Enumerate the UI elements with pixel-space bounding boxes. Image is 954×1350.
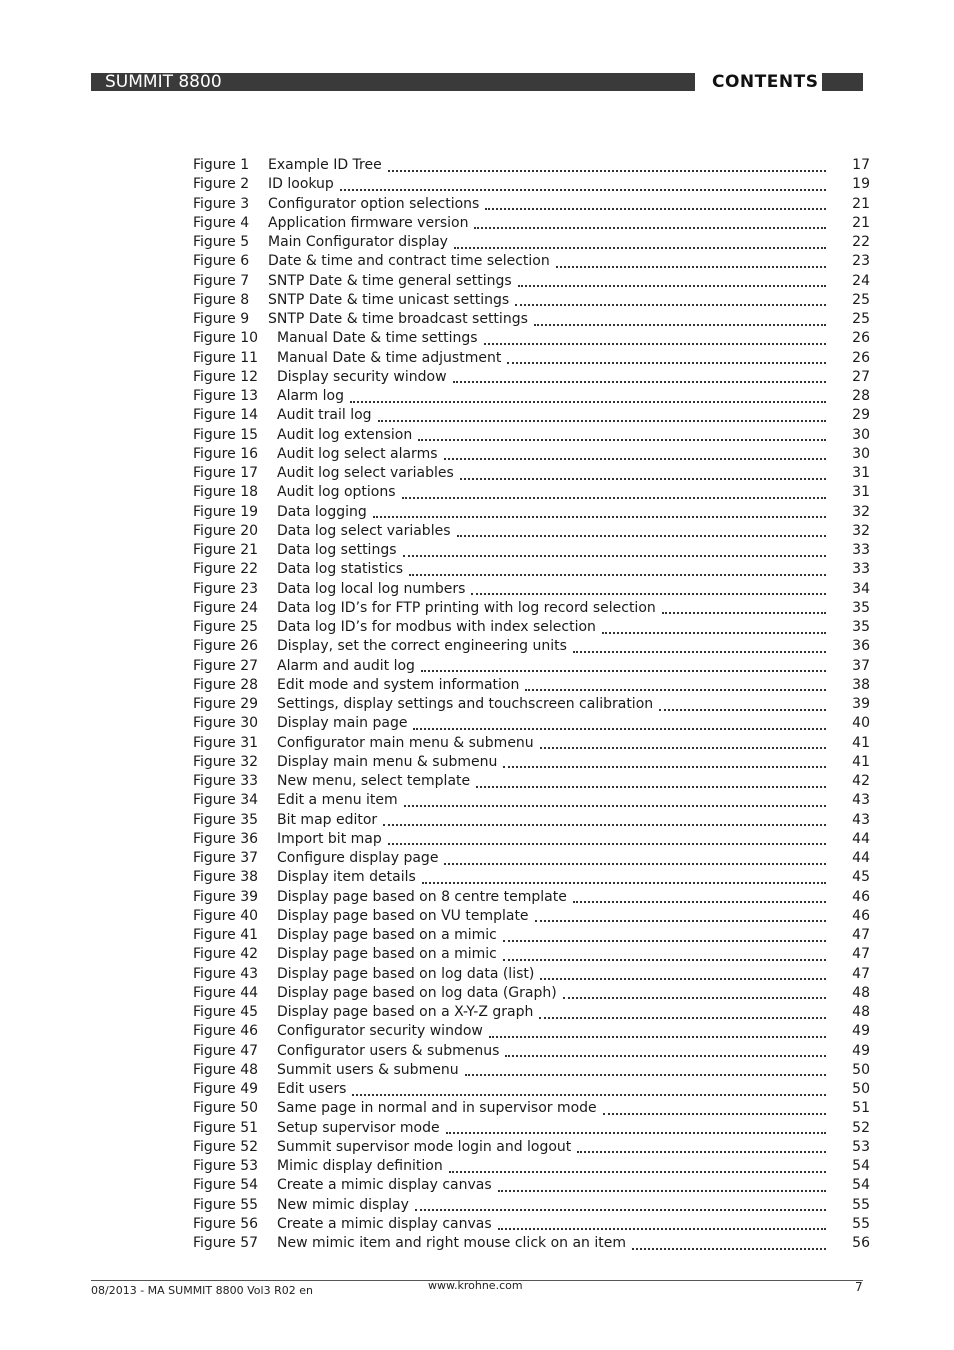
figure-number: Figure 10 — [193, 330, 259, 347]
figure-number: Figure 41 — [193, 927, 259, 944]
page-number: 50 — [852, 1061, 870, 1078]
figure-number: Figure 48 — [193, 1061, 259, 1078]
figure-number: Figure 30 — [193, 715, 259, 732]
footer-website: www.krohne.com — [428, 1279, 523, 1292]
header-bar-right — [822, 73, 863, 91]
toc-entry[interactable] — [193, 349, 870, 368]
figure-number: Figure 34 — [193, 792, 259, 809]
toc-entry[interactable] — [193, 888, 870, 907]
figure-number: Figure 49 — [193, 1081, 259, 1098]
figure-number: Figure 38 — [193, 869, 259, 886]
dot-leader — [503, 940, 826, 942]
page-number: 54 — [852, 1177, 870, 1194]
figure-number: Figure 42 — [193, 946, 259, 963]
dot-leader — [662, 612, 826, 614]
figure-title: Configure display page — [277, 850, 439, 867]
figure-title: Edit a menu item — [277, 792, 398, 809]
figure-title: SNTP Date & time general settings — [268, 272, 512, 289]
dot-leader — [503, 959, 826, 961]
dot-leader — [505, 1055, 826, 1057]
dot-leader — [474, 227, 826, 229]
figure-title: Data log local log numbers — [277, 580, 466, 597]
figure-number: Figure 14 — [193, 407, 259, 424]
dot-leader — [409, 574, 826, 576]
figure-number: Figure 12 — [193, 368, 259, 385]
figure-number: Figure 19 — [193, 503, 259, 520]
dot-leader — [540, 978, 826, 980]
dot-leader — [485, 208, 826, 210]
toc-entry[interactable] — [193, 791, 870, 810]
figure-title: Edit mode and system information — [277, 676, 520, 693]
toc-entry[interactable] — [193, 637, 870, 656]
toc-entry[interactable] — [193, 657, 870, 676]
page-number: 21 — [852, 195, 870, 212]
dot-leader — [498, 1190, 826, 1192]
figure-number: Figure 29 — [193, 696, 259, 713]
toc-entry[interactable] — [193, 522, 870, 541]
figure-number: Figure 37 — [193, 850, 259, 867]
figure-title: Alarm log — [277, 388, 344, 405]
figure-title: Settings, display settings and touchscreen calibration — [277, 696, 654, 713]
page-number: 48 — [852, 1004, 870, 1021]
figure-number: Figure 50 — [193, 1100, 259, 1117]
footer-page-number: 7 — [855, 1280, 863, 1294]
figure-number: Figure 11 — [193, 349, 259, 366]
page-number: 43 — [852, 811, 870, 828]
page-number: 47 — [852, 946, 870, 963]
toc-entry[interactable] — [193, 984, 870, 1003]
figure-number: Figure 31 — [193, 734, 259, 751]
figure-title: Data log statistics — [277, 561, 404, 578]
dot-leader — [415, 1209, 826, 1211]
page-number: 55 — [852, 1215, 870, 1232]
toc-entry[interactable] — [193, 310, 870, 329]
figure-number: Figure 36 — [193, 830, 259, 847]
dot-leader — [476, 786, 826, 788]
toc-entry[interactable] — [193, 1061, 870, 1080]
toc-entry[interactable] — [193, 1234, 870, 1253]
dot-leader — [563, 997, 826, 999]
figure-title: ID lookup — [268, 176, 334, 193]
figure-number: Figure 43 — [193, 965, 259, 982]
figure-title: Application firmware version — [268, 214, 469, 231]
toc-entry[interactable] — [193, 156, 870, 175]
figure-title: Data log settings — [277, 542, 397, 559]
page-number: 23 — [852, 253, 870, 270]
figure-title: Create a mimic display canvas — [277, 1215, 492, 1232]
page-number: 17 — [852, 157, 870, 174]
figure-title: Example ID Tree — [268, 157, 382, 174]
figure-title: Audit log options — [277, 484, 396, 501]
page-number: 35 — [852, 599, 870, 616]
toc-entry[interactable] — [193, 1003, 870, 1022]
figure-title: Configurator main menu & submenu — [277, 734, 534, 751]
toc-entry[interactable] — [193, 483, 870, 502]
figure-title: Display main menu & submenu — [277, 753, 498, 770]
toc-entry[interactable] — [193, 1099, 870, 1118]
toc-entry[interactable] — [193, 695, 870, 714]
dot-leader — [388, 843, 826, 845]
dot-leader — [422, 882, 826, 884]
figure-number: Figure 5 — [193, 234, 250, 251]
dot-leader — [603, 1113, 826, 1115]
figure-number: Figure 51 — [193, 1119, 259, 1136]
page-number: 46 — [852, 907, 870, 924]
figure-title: Setup supervisor mode — [277, 1119, 440, 1136]
figure-number: Figure 4 — [193, 214, 250, 231]
figure-number: Figure 57 — [193, 1235, 259, 1252]
figure-title: Display security window — [277, 368, 447, 385]
dot-leader — [659, 709, 826, 711]
page-number: 31 — [852, 484, 870, 501]
figure-title: Data logging — [277, 503, 367, 520]
page-number: 47 — [852, 927, 870, 944]
figure-title: Configurator option selections — [268, 195, 480, 212]
dot-leader — [402, 497, 826, 499]
page-number: 21 — [852, 214, 870, 231]
figure-number: Figure 47 — [193, 1042, 259, 1059]
page-number: 31 — [852, 465, 870, 482]
figure-number: Figure 53 — [193, 1158, 259, 1175]
figure-title: Configurator users & submenus — [277, 1042, 500, 1059]
page-number: 36 — [852, 638, 870, 655]
toc-entry[interactable] — [193, 252, 870, 271]
page-number: 44 — [852, 850, 870, 867]
toc-entry[interactable] — [193, 1042, 870, 1061]
dot-leader — [498, 1228, 826, 1230]
figure-title: Audit log select variables — [277, 465, 454, 482]
page-number: 55 — [852, 1196, 870, 1213]
toc-entry[interactable] — [193, 1157, 870, 1176]
figure-number: Figure 1 — [193, 157, 250, 174]
toc-entry[interactable] — [193, 541, 870, 560]
toc-entry[interactable] — [193, 445, 870, 464]
page-number: 38 — [852, 676, 870, 693]
figure-number: Figure 2 — [193, 176, 250, 193]
figure-title: Display page based on a mimic — [277, 946, 497, 963]
page-number: 49 — [852, 1042, 870, 1059]
page-number: 19 — [852, 176, 870, 193]
page-number: 49 — [852, 1023, 870, 1040]
toc-entry[interactable] — [193, 926, 870, 945]
figure-title: New mimic item and right mouse click on an item — [277, 1235, 626, 1252]
figure-title: Date & time and contract time selection — [268, 253, 550, 270]
dot-leader — [535, 920, 826, 922]
toc-entry[interactable] — [193, 406, 870, 425]
figure-title: Manual Date & time settings — [277, 330, 478, 347]
page-number: 41 — [852, 734, 870, 751]
figure-number: Figure 56 — [193, 1215, 259, 1232]
figure-number: Figure 32 — [193, 753, 259, 770]
figure-number: Figure 18 — [193, 484, 259, 501]
page-number: 34 — [852, 580, 870, 597]
dot-leader — [484, 343, 826, 345]
figure-title: Edit users — [277, 1081, 347, 1098]
figure-title: Display page based on log data (list) — [277, 965, 535, 982]
page-number: 26 — [852, 349, 870, 366]
page-number: 30 — [852, 426, 870, 443]
figure-number: Figure 17 — [193, 465, 259, 482]
page-number: 54 — [852, 1158, 870, 1175]
toc-entry[interactable] — [193, 734, 870, 753]
page-number: 26 — [852, 330, 870, 347]
figure-number: Figure 35 — [193, 811, 259, 828]
dot-leader — [418, 439, 826, 441]
toc-entry[interactable] — [193, 1215, 870, 1234]
page-number: 22 — [852, 234, 870, 251]
figure-number: Figure 21 — [193, 542, 259, 559]
figure-title: Summit supervisor mode login and logout — [277, 1138, 572, 1155]
figure-number: Figure 24 — [193, 599, 259, 616]
dot-leader — [350, 401, 826, 403]
figure-title: Data log select variables — [277, 522, 451, 539]
figure-title: Display item details — [277, 869, 416, 886]
figure-title: Audit log extension — [277, 426, 413, 443]
toc-entry[interactable] — [193, 195, 870, 214]
toc-entry[interactable] — [193, 868, 870, 887]
page-number: 30 — [852, 445, 870, 462]
page-number: 32 — [852, 503, 870, 520]
dot-leader — [540, 747, 826, 749]
figure-title: Data log ID’s for modbus with index selection — [277, 619, 596, 636]
figure-number: Figure 46 — [193, 1023, 259, 1040]
dot-leader — [577, 1151, 826, 1153]
toc-entry[interactable] — [193, 849, 870, 868]
toc-entry[interactable] — [193, 368, 870, 387]
page-number: 35 — [852, 619, 870, 636]
dot-leader — [515, 304, 826, 306]
figure-title: Display main page — [277, 715, 408, 732]
toc-entry[interactable] — [193, 560, 870, 579]
figure-number: Figure 22 — [193, 561, 259, 578]
figure-title: Data log ID’s for FTP printing with log record selection — [277, 599, 656, 616]
figure-number: Figure 27 — [193, 657, 259, 674]
dot-leader — [518, 285, 826, 287]
figure-title: Configurator security window — [277, 1023, 483, 1040]
figure-title: Display page based on 8 centre template — [277, 888, 567, 905]
toc-entry[interactable] — [193, 175, 870, 194]
figure-title: New mimic display — [277, 1196, 409, 1213]
toc-entry[interactable] — [193, 214, 870, 233]
dot-leader — [471, 593, 826, 595]
toc-entry[interactable] — [193, 580, 870, 599]
toc-entry[interactable] — [193, 464, 870, 483]
toc-entry[interactable] — [193, 1196, 870, 1215]
figure-title: Same page in normal and in supervisor mode — [277, 1100, 597, 1117]
toc-entry[interactable] — [193, 714, 870, 733]
page-number: 37 — [852, 657, 870, 674]
dot-leader — [573, 901, 826, 903]
toc-entry[interactable] — [193, 830, 870, 849]
toc-entry[interactable] — [193, 1080, 870, 1099]
page-number: 44 — [852, 830, 870, 847]
dot-leader — [465, 1074, 826, 1076]
dot-leader — [507, 362, 826, 364]
toc-entry[interactable] — [193, 233, 870, 252]
figure-title: Summit users & submenu — [277, 1061, 459, 1078]
dot-leader — [454, 247, 826, 249]
list-of-figures — [193, 156, 870, 1253]
page-number: 24 — [852, 272, 870, 289]
toc-entry[interactable] — [193, 965, 870, 984]
dot-leader — [539, 1017, 826, 1019]
document-title: SUMMIT 8800 — [105, 72, 222, 92]
toc-entry[interactable] — [193, 426, 870, 445]
page-number: 46 — [852, 888, 870, 905]
page-number: 47 — [852, 965, 870, 982]
dot-leader — [449, 1171, 826, 1173]
figure-title: Create a mimic display canvas — [277, 1177, 492, 1194]
dot-leader — [383, 824, 826, 826]
dot-leader — [556, 266, 826, 268]
page-number: 39 — [852, 696, 870, 713]
page-number: 48 — [852, 984, 870, 1001]
page-number: 41 — [852, 753, 870, 770]
figure-title: Display page based on VU template — [277, 907, 529, 924]
page-number: 50 — [852, 1081, 870, 1098]
page-number: 27 — [852, 368, 870, 385]
toc-entry[interactable] — [193, 503, 870, 522]
figure-number: Figure 45 — [193, 1004, 259, 1021]
figure-title: Import bit map — [277, 830, 382, 847]
figure-number: Figure 26 — [193, 638, 259, 655]
toc-entry[interactable] — [193, 599, 870, 618]
figure-number: Figure 15 — [193, 426, 259, 443]
figure-number: Figure 23 — [193, 580, 259, 597]
dot-leader — [444, 863, 826, 865]
page-number: 52 — [852, 1119, 870, 1136]
figure-title: Display page based on a X-Y-Z graph — [277, 1004, 534, 1021]
page-number: 40 — [852, 715, 870, 732]
page-number: 33 — [852, 561, 870, 578]
toc-entry[interactable] — [193, 907, 870, 926]
page-number: 33 — [852, 542, 870, 559]
page-number: 42 — [852, 773, 870, 790]
figure-number: Figure 6 — [193, 253, 250, 270]
dot-leader — [457, 535, 827, 537]
figure-title: SNTP Date & time unicast settings — [268, 291, 510, 308]
dot-leader — [352, 1094, 826, 1096]
figure-number: Figure 7 — [193, 272, 250, 289]
dot-leader — [340, 189, 826, 191]
dot-leader — [503, 766, 826, 768]
figure-title: Display page based on log data (Graph) — [277, 984, 557, 1001]
dot-leader — [388, 170, 826, 172]
figure-title: Display, set the correct engineering units — [277, 638, 567, 655]
dot-leader — [378, 420, 826, 422]
figure-title: Display page based on a mimic — [277, 927, 497, 944]
figure-number: Figure 13 — [193, 388, 259, 405]
figure-number: Figure 55 — [193, 1196, 259, 1213]
figure-number: Figure 16 — [193, 445, 259, 462]
dot-leader — [525, 689, 826, 691]
page-number: 25 — [852, 311, 870, 328]
dot-leader — [421, 670, 826, 672]
figure-number: Figure 25 — [193, 619, 259, 636]
figure-number: Figure 28 — [193, 676, 259, 693]
dot-leader — [373, 516, 826, 518]
figure-number: Figure 9 — [193, 311, 250, 328]
figure-number: Figure 40 — [193, 907, 259, 924]
toc-entry[interactable] — [193, 387, 870, 406]
toc-entry[interactable] — [193, 1022, 870, 1041]
toc-entry[interactable] — [193, 1138, 870, 1157]
figure-number: Figure 3 — [193, 195, 250, 212]
toc-entry[interactable] — [193, 945, 870, 964]
figure-title: Audit trail log — [277, 407, 372, 424]
toc-entry[interactable] — [193, 1176, 870, 1195]
toc-entry[interactable] — [193, 753, 870, 772]
figure-number: Figure 52 — [193, 1138, 259, 1155]
toc-entry[interactable] — [193, 291, 870, 310]
toc-entry[interactable] — [193, 272, 870, 291]
figure-number: Figure 8 — [193, 291, 250, 308]
figure-title: Manual Date & time adjustment — [277, 349, 502, 366]
figure-number: Figure 33 — [193, 773, 259, 790]
dot-leader — [632, 1248, 826, 1250]
toc-entry[interactable] — [193, 618, 870, 637]
section-title: CONTENTS — [712, 72, 819, 92]
figure-title: Mimic display definition — [277, 1158, 443, 1175]
dot-leader — [573, 651, 826, 653]
figure-title: SNTP Date & time broadcast settings — [268, 311, 528, 328]
page-number: 25 — [852, 291, 870, 308]
figure-title: New menu, select template — [277, 773, 471, 790]
footer-doc-reference: 08/2013 - MA SUMMIT 8800 Vol3 R02 en — [91, 1284, 313, 1297]
page-number: 53 — [852, 1138, 870, 1155]
figure-number: Figure 39 — [193, 888, 259, 905]
page-number: 43 — [852, 792, 870, 809]
dot-leader — [602, 632, 826, 634]
page-number: 45 — [852, 869, 870, 886]
dot-leader — [534, 324, 826, 326]
figure-title: Bit map editor — [277, 811, 378, 828]
toc-entry[interactable] — [193, 329, 870, 348]
page-number: 51 — [852, 1100, 870, 1117]
dot-leader — [404, 805, 826, 807]
page-number: 28 — [852, 388, 870, 405]
dot-leader — [444, 458, 827, 460]
dot-leader — [403, 555, 827, 557]
toc-entry[interactable] — [193, 676, 870, 695]
figure-number: Figure 20 — [193, 522, 259, 539]
figure-title: Audit log select alarms — [277, 445, 438, 462]
dot-leader — [453, 381, 826, 383]
page-number: 56 — [852, 1235, 870, 1252]
page-number: 32 — [852, 522, 870, 539]
toc-entry[interactable] — [193, 772, 870, 791]
dot-leader — [460, 478, 826, 480]
dot-leader — [413, 728, 826, 730]
dot-leader — [446, 1132, 826, 1134]
figure-title: Alarm and audit log — [277, 657, 415, 674]
figure-number: Figure 44 — [193, 984, 259, 1001]
toc-entry[interactable] — [193, 811, 870, 830]
figure-number: Figure 54 — [193, 1177, 259, 1194]
page-number: 29 — [852, 407, 870, 424]
toc-entry[interactable] — [193, 1119, 870, 1138]
figure-title: Main Configurator display — [268, 234, 448, 251]
dot-leader — [489, 1036, 826, 1038]
